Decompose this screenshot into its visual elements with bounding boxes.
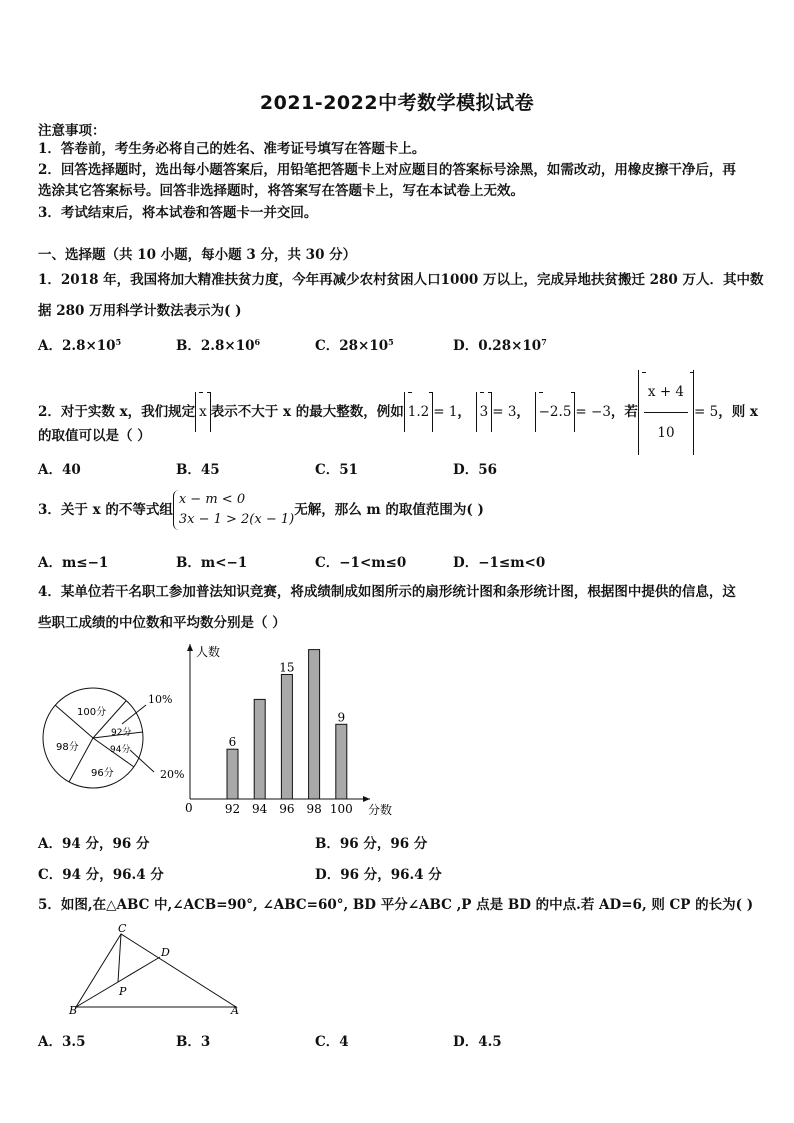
bar-chart <box>180 638 410 820</box>
floor-bracket-x: x <box>195 392 211 432</box>
question-3-option-c: C．−1<m≤0 <box>315 555 407 571</box>
notice-item-2-line-2: 选涂其它答案标号。回答非选择题时，将答案写在答题卡上，写在本试卷上无效。 <box>38 183 524 199</box>
question-2-option-a: A．40 <box>38 462 81 478</box>
notice-heading: 注意事项： <box>38 123 106 139</box>
point-a-label: A <box>231 1004 239 1017</box>
question-4-line-2: 些职工成绩的中位数和平均数分别是（ ） <box>38 615 286 631</box>
question-5-line-1: 5．如图,在△ABC 中,∠ACB=90°, ∠ABC=60°, BD 平分∠ABC ,P 点是 BD 的中点.若 AD=6, 则 CP 的长为( ) <box>38 897 754 913</box>
notice-item-2-line-1: 2．回答选择题时，选出每小题答案后，用铅笔把答题卡上对应题目的答案标号涂黑，如需改动，用橡皮擦干净后，再 <box>38 162 736 178</box>
question-1-line-2: 据 280 万用科学计数法表示为( ) <box>38 303 242 319</box>
question-5-option-a: A．3.5 <box>38 1034 86 1050</box>
x-tick-label: 98 <box>306 802 322 816</box>
question-3-option-a: A．m≤−1 <box>38 555 109 571</box>
question-5-option-b: B．3 <box>176 1034 211 1050</box>
question-2-option-d: D．56 <box>453 462 497 478</box>
question-3-line: 3．关于 x 的不等式组 x − m < 0 3x − 1 > 2(x − 1) 无解，那么 m 的取值范围为( ) <box>38 490 484 530</box>
x-tick-label: 96 <box>279 802 295 816</box>
question-4-option-c: C．94 分，96.4 分 <box>38 867 164 883</box>
question-2-line-2: 的取值可以是（ ） <box>38 428 151 444</box>
page-title: 2021-2022中考数学模拟试卷 <box>259 92 535 114</box>
x-tick-label: 92 <box>224 802 241 816</box>
point-b-label: B <box>69 1004 78 1017</box>
question-3-option-b: B．m<−1 <box>176 555 248 571</box>
y-axis-label: 人数 <box>196 645 221 659</box>
pie-label: 100分 <box>77 707 107 718</box>
question-2-option-b: B．45 <box>176 462 220 478</box>
question-5-option-c: C．4 <box>315 1034 349 1050</box>
pie-percent-label: 10% <box>148 693 173 706</box>
question-4-option-a: A．94 分，96 分 <box>38 836 150 852</box>
triangle-abc <box>76 934 236 1007</box>
inequality-system: x − m < 0 3x − 1 > 2(x − 1) <box>173 490 294 530</box>
question-1-option-b: B．$2.8\times 10^6$ <box>176 337 261 354</box>
floor-fraction: $\frac{x + 4}{10}$ <box>644 372 688 453</box>
point-c-label: C <box>118 922 127 935</box>
question-3-option-d: D．−1≤m<0 <box>453 555 546 571</box>
x-axis-arrow <box>363 796 370 802</box>
question-2-line-1: 2．对于实数 x，我们规定 x 表示不大于 x 的最大整数，例如 1.2 = 1， 3 = 3， −2.5 = −3，若 $\frac{x + 4}{10}$ = 5，则 x <box>38 370 758 455</box>
pie-label: 94分 <box>110 745 131 755</box>
bar-96 <box>281 675 292 800</box>
notice-item-1: 1．答卷前，考生务必将自己的姓名、准考证号填写在答题卡上。 <box>38 141 426 157</box>
bar-data-label: 9 <box>337 710 346 725</box>
pie-chart <box>36 680 196 800</box>
question-5-option-d: D．4.5 <box>453 1034 502 1050</box>
bar-data-label: 6 <box>228 735 237 750</box>
question-4-line-1: 4．某单位若干名职工参加普法知识竞赛，将成绩制成如图所示的扇形统计图和条形统计图，根据图中提供的信息，这 <box>38 584 736 600</box>
pie-label: 98分 <box>56 742 79 753</box>
bar-92 <box>227 749 238 799</box>
bar-100 <box>336 724 347 799</box>
bar-98 <box>309 650 320 799</box>
origin-label: 0 <box>185 801 193 815</box>
y-axis-arrow <box>187 644 193 651</box>
segment-cp <box>118 934 121 982</box>
x-axis-label: 分数 <box>368 803 393 817</box>
question-1-option-c: C．$28\times 10^5$ <box>315 337 394 354</box>
bar-data-label: 15 <box>279 660 295 675</box>
question-4-option-b: B．96 分，96 分 <box>315 836 428 852</box>
pie-percent-label: 20% <box>160 768 185 781</box>
bar-94 <box>254 699 265 799</box>
x-tick-label: 100 <box>329 802 353 816</box>
pie-label: 92分 <box>111 728 132 738</box>
notice-item-3: 3．考试结束后，将本试卷和答题卡一并交回。 <box>38 205 318 221</box>
section-heading: 一、选择题（共 10 小题，每小题 3 分，共 30 分） <box>38 247 357 263</box>
question-4-option-d: D．96 分，96.4 分 <box>315 867 442 883</box>
pie-label: 96分 <box>91 768 114 779</box>
point-p-label: P <box>119 985 127 998</box>
question-1-option-a: A．$2.8\times 10^5$ <box>38 337 122 354</box>
question-2-option-c: C．51 <box>315 462 359 478</box>
question-1-line-1: 1．2018 年，我国将加大精准扶贫力度，今年再减少农村贫困人口1000 万以上，完成异地扶贫搬迁 280 万人．其中数 <box>38 272 764 288</box>
triangle-figure <box>64 920 254 1020</box>
point-d-label: D <box>161 946 170 959</box>
x-tick-label: 94 <box>252 802 268 816</box>
question-1-option-d: D．$0.28\times 10^7$ <box>453 337 547 354</box>
